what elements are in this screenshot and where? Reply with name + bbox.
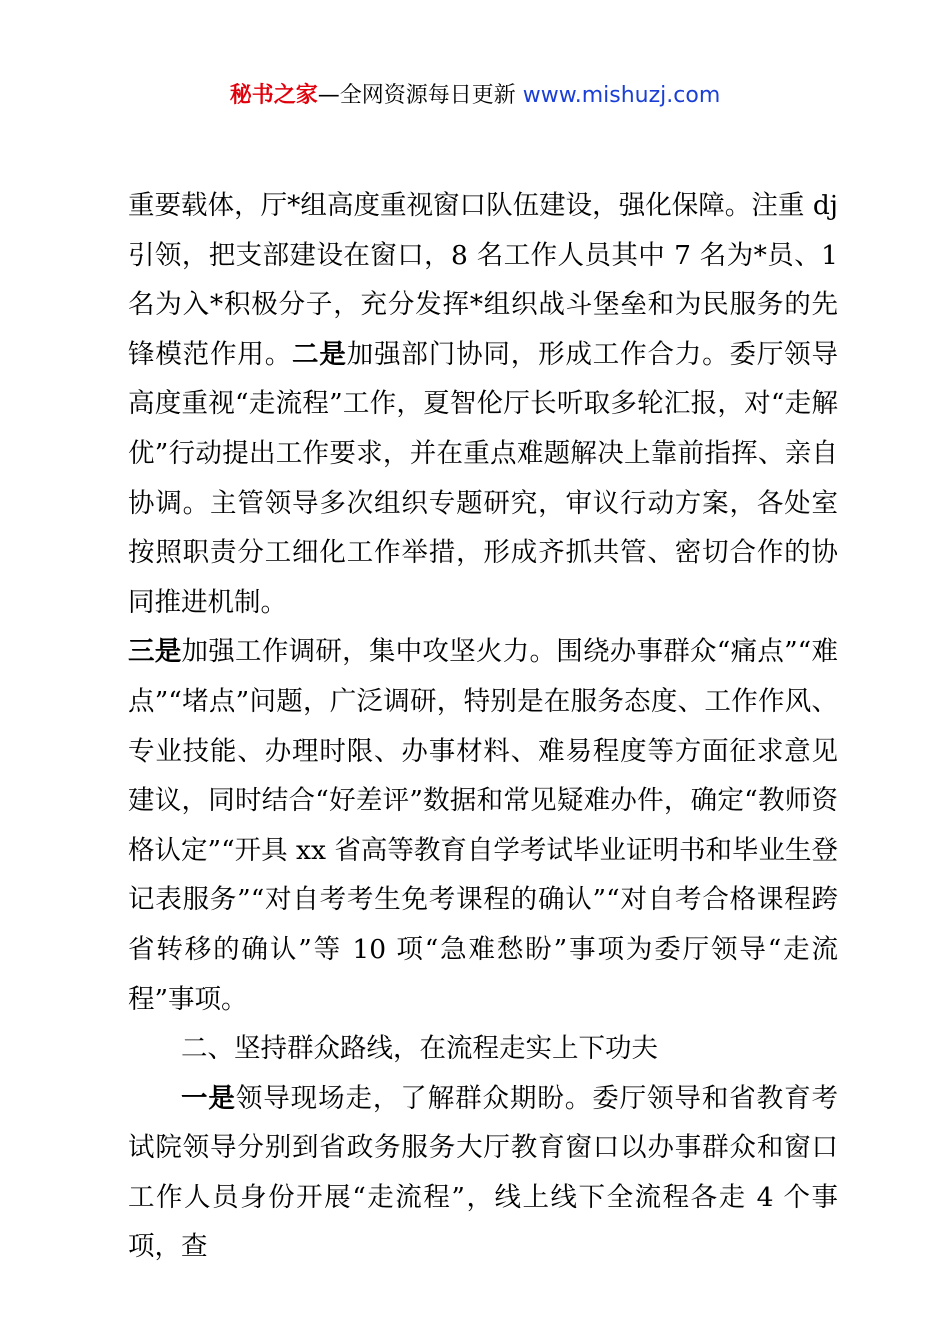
site-url-link[interactable]: www.mishuzj.com	[522, 83, 721, 108]
paragraph-3-text: 领导现场走，了解群众期盼。委厅领导和省教育考试院领导分别到省政务服务大厅教育窗口以办事群众和窗口工作人员身份开展“走流程”，线上线下全流程各走 4 个事项，查	[128, 1082, 839, 1263]
paragraph-2	[128, 627, 838, 1024]
paragraph-3	[128, 1074, 838, 1272]
site-header	[0, 82, 950, 110]
paragraph-1-bold-lead-2: 二是	[292, 338, 347, 370]
section-heading: 二、坚持群众路线，在流程走实上下功夫	[181, 1033, 658, 1065]
paragraph-2-text: 加强工作调研，集中攻坚火力。围绕办事群众“痛点”“难点”“堵点”问题，广泛调研，特别是在服务态度、工作作风、专业技能、办理时限、办事材料、难易程度等方面征求意见建议，同时结合“好差评”数据和常见疑难办件，确定“教师资格认定”“开具 xx 省高等教育自学考试毕业证明书和毕业生登记表服务”“对自考考生免考课程的确认”“对自考合格课程跨省转移的确认”等 10 项“急难愁盼”事项为委厅领导“走流程”事项。	[128, 636, 838, 1015]
document-body	[128, 181, 838, 1272]
paragraph-1-text: 重要载体，厅*组高度重视窗口队伍建设，强化保障。注重 dj 引领，把支部建设在窗口，8 名工作人员其中 7 名为*员、1 名为入*积极分子，充分发挥*组织战斗堡垒和为民服务的先锋模范作用。	[128, 190, 838, 370]
paragraph-2-bold-lead: 三是	[128, 636, 182, 668]
paragraph-1	[128, 181, 838, 627]
paragraph-1-text-2: 加强部门协同，形成工作合力。委厅领导高度重视“走流程”工作，夏智伦厅长听取多轮汇报，对“走解优”行动提出工作要求，并在重点难题解决上靠前指挥、亲自协调。主管领导多次组织专题研究，审议行动方案，各处室按照职责分工细化工作举措，形成齐抓共管、密切合作的协同推进机制。	[128, 338, 839, 618]
site-slogan: —全网资源每日更新	[317, 83, 523, 108]
paragraph-3-bold-lead: 一是	[181, 1082, 236, 1114]
brand-name: 秘书之家	[229, 83, 318, 108]
